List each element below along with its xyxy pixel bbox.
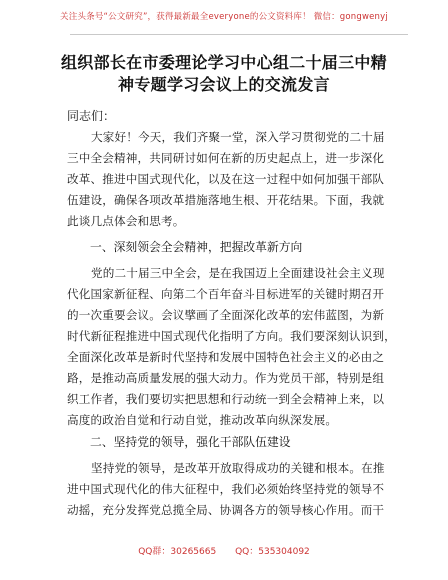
footer-contact (0, 544, 448, 557)
intro-paragraph (67, 127, 389, 232)
text-line: 织工作者，我们要切实把思想和行动统一到全会精神上来，以 (67, 392, 385, 406)
text-line: 高度的政治自觉和行动自觉，推动改革向纵深发展。 (67, 413, 338, 427)
section-1-paragraph (67, 263, 396, 431)
text-line: 进中国式现代化的伟大征程中，我们必须始终坚持党的领导不 (67, 482, 385, 496)
text-line: 伍建设，确保各项改革措施落地生根、开花结果。下面，我就 (67, 193, 385, 207)
text-line: 全面深化改革是新时代坚持和发展中国特色社会主义的必由之 (67, 350, 385, 364)
header-divider (70, 34, 408, 35)
footer-qq: QQ：535304092 (235, 547, 310, 557)
text-line: 大家好！今天，我们齐聚一堂，深入学习贯彻党的二十届 (91, 130, 385, 144)
title-line-2: 神专题学习会议上的交流发言 (118, 75, 330, 94)
text-line: 三中全会精神，共同研讨如何在新的历史起点上，进一步深化 (67, 151, 385, 165)
text-line: 路，是推动高质量发展的强大动力。作为党员干部，特别是组 (67, 371, 385, 385)
text-line: 此谈几点体会和思考。 (67, 214, 185, 228)
text-line: 的一次重要会议。会议擘画了全面深化改革的宏伟蓝图，为新 (67, 308, 385, 322)
section-2-paragraph (67, 458, 389, 521)
document-title (44, 52, 404, 96)
text-line: 坚持党的领导，是改革开放取得成功的关键和根本。在推 (91, 461, 385, 475)
text-line: 党的二十届三中全会，是在我国迈上全面建设社会主义现 (91, 266, 385, 280)
section-1-heading: 一、深刻领会全会精神，把握改革新方向 (90, 240, 303, 254)
text-line: 时代新征程推进中国式现代化指明了方向。我们要深刻认识到， (67, 329, 396, 343)
text-line: 改革、推进中国式现代化，以及在这一过程中如何加强干部队 (67, 172, 385, 186)
text-line: 代化国家新征程、向第二个百年奋斗目标进军的关键时期召开 (67, 287, 385, 301)
salutation: 同志们： (67, 109, 116, 123)
footer-qq-group: QQ群：30265665 (138, 547, 217, 557)
title-line-1: 组织部长在市委理论学习中心组二十届三中精 (60, 53, 387, 72)
header-note: 关注头条号“公文研究”，获得最新最全everyone的公文资料库！ 微信：gongwenyj (60, 12, 388, 22)
text-line: 动摇，充分发挥党总揽全局、协调各方的领导核心作用。而干 (67, 503, 385, 517)
section-2-heading: 二、坚持党的领导，强化干部队伍建设 (90, 435, 291, 449)
